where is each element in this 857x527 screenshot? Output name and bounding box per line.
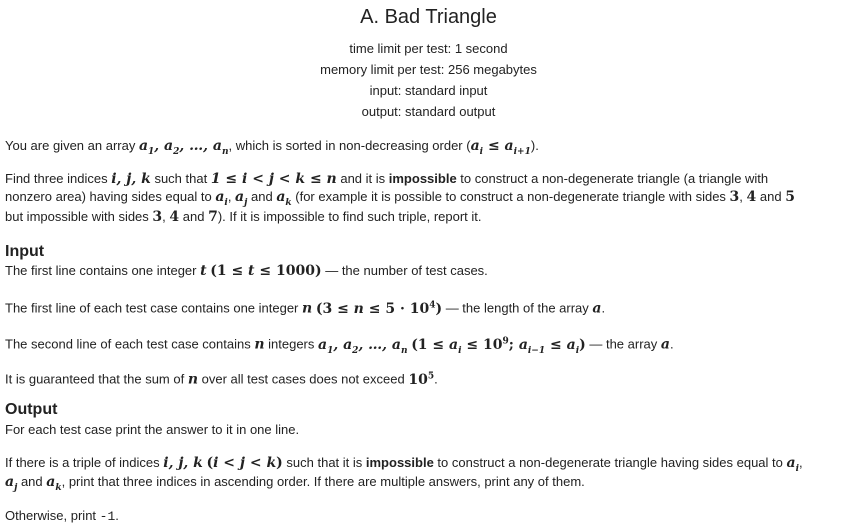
time-limit: time limit per test: 1 second bbox=[349, 41, 508, 56]
output-line-3: $a_j$ and $a_k$, print that three indices in ascending order. If there are multiple answers, print any of them. bbox=[5, 474, 585, 493]
output-line-4: Otherwise, print -1. bbox=[5, 508, 119, 524]
input-file: input: standard input bbox=[369, 83, 488, 98]
input-line-4: It is guaranteed that the sum of n over all test cases does not exceed $10^5$. bbox=[5, 371, 438, 388]
math-sorted: $a_i \le a_{i+1}$ bbox=[470, 138, 531, 157]
input-line-3: The second line of each test case contains n integers $a_1$, $a_2$, …, $a_n$ ($1 \le a_i \le 10^9$; $a_{i-1} \le a_i$) — the array a. bbox=[5, 336, 674, 356]
output-heading: Output bbox=[5, 401, 58, 418]
statement-paragraph-1: You are given an array $a_1$, $a_2$, …, $a_n$, which is sorted in non-decreasing order $(a_i \le a_{i+1})$. bbox=[5, 138, 539, 157]
statement-paragraph-2-line-2: nonzero area) having sides equal to $a_i$, $a_j$ and $a_k$ (for example it is possible to construct a non-degenerate triangle with sides 3, 4 and 5 bbox=[5, 189, 795, 208]
math-array: $a_1$, $a_2$, …, $a_n$ bbox=[138, 138, 229, 157]
statement-paragraph-2-line-1: Find three indices i, j, k such that 1 ≤ i < j < k ≤ n and it is impossible to construct a non-degenerate triangle (a triangle with bbox=[5, 171, 769, 187]
problem-title: A. Bad Triangle bbox=[360, 6, 497, 28]
input-line-1: The first line contains one integer t (1 ≤ t ≤ 1000) — the number of test cases. bbox=[5, 263, 488, 279]
output-line-1: For each test case print the answer to it in one line. bbox=[5, 422, 300, 437]
code-minus-one: -1 bbox=[99, 509, 116, 524]
statement-paragraph-2-line-3: but impossible with sides 3, 4 and 7). If it is impossible to find such triple, report it. bbox=[5, 209, 482, 225]
input-heading: Input bbox=[5, 243, 45, 260]
input-line-2: The first line of each test case contains one integer n $(3 \le n \le 5 \cdot 10^4)$ — the length of the array a. bbox=[5, 300, 606, 317]
output-line-2: If there is a triple of indices i, j, k (i < j < k) such that it is impossible to construct a non-degenerate triangle having sides equal to $a_i$, bbox=[5, 455, 803, 474]
memory-limit: memory limit per test: 256 megabytes bbox=[320, 62, 537, 77]
output-file: output: standard output bbox=[361, 104, 496, 119]
